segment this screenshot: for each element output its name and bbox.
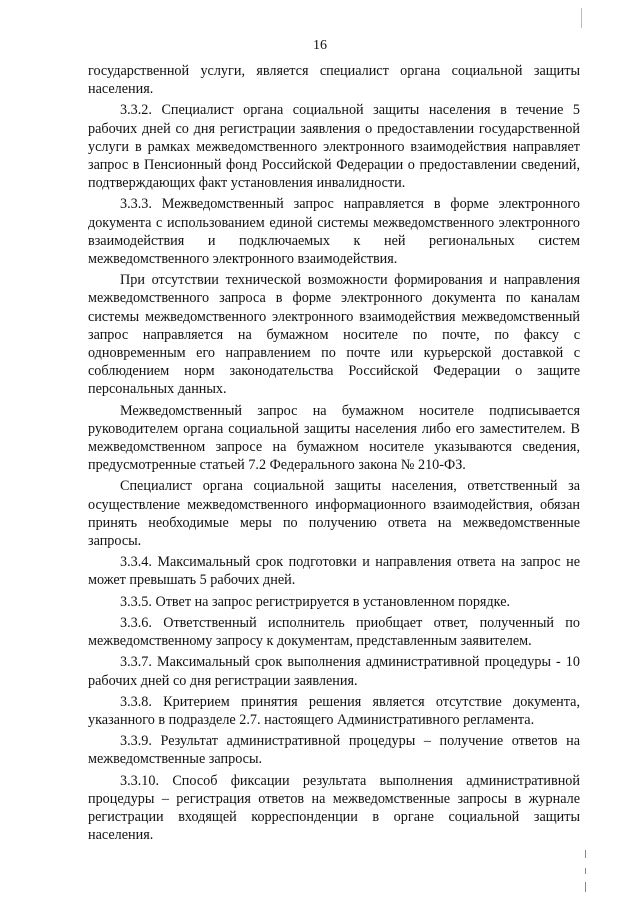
paragraph-3-3-8: 3.3.8. Критерием принятия решения является отсутствие документа, указанного в подразделе 2.7. настоящего Административного регламента.: [88, 693, 580, 728]
scan-edge-mark: [581, 8, 582, 28]
paragraph-3-3-4: 3.3.4. Максимальный срок подготовки и направления ответа на запрос не может превышать 5 рабочих дней.: [88, 554, 580, 589]
page-number: 16: [313, 38, 327, 53]
paragraph-paper-request: Межведомственный запрос на бумажном носителе подписывается руководителем органа социальной защиты населения либо его заместителем. В межведомственном запросе на бумажном носителе указываются сведения, предусмотренные статьей 7.2 Федерального закона № 210-ФЗ.: [88, 402, 580, 474]
document-body: [88, 62, 580, 847]
paragraph-3-3-6: 3.3.6. Ответственный исполнитель приобщает ответ, полученный по межведомственному запросу к документам, представленным заявителем.: [88, 614, 580, 650]
paragraph-continuation: государственной услуги, является специалист органа социальной защиты населения.: [88, 63, 580, 98]
paragraph-3-3-5: 3.3.5. Ответ на запрос регистрируется в установленном порядке.: [120, 593, 511, 610]
scan-edge-marks: [582, 846, 590, 896]
paragraph-3-3-3: 3.3.3. Межведомственный запрос направляется в форме электронного документа с использованием единой системы межведомственного электронного взаимодействия и подключаемых к ней региональных систем межведомственного электронного взаимодействия.: [88, 196, 580, 268]
paragraph-3-3-9: 3.3.9. Результат административной процедуры – получение ответов на межведомственные запросы.: [88, 733, 580, 768]
paragraph-3-3-7: 3.3.7. Максимальный срок выполнения административной процедуры - 10 рабочих дней со дня регистрации заявления.: [88, 654, 580, 689]
paragraph-responsible-specialist: Специалист органа социальной защиты населения, ответственный за осуществление межведомственного информационного взаимодействия, обязан принять необходимые меры по получению ответа на межведомственные запросы.: [88, 478, 580, 550]
paragraph-no-technical-possibility: При отсутствии технической возможности формирования и направления межведомственного запроса в форме электронного документа по каналам системы межведомственного электронного взаимодействия межведомственный запрос направляется на бумажном носителе по почте, по факсу с одновременным его направлением по почте или курьерской доставкой с соблюдением норм законодательства Российской Федерации о защите персональных данных.: [88, 272, 580, 398]
paragraph-3-3-2: 3.3.2. Специалист органа социальной защиты населения в течение 5 рабочих дней со дня регистрации заявления о предоставлении государственной услуги в рамках межведомственного электронного взаимодействия направляет запрос в Пенсионный фонд Российской Федерации о предоставлении сведений, подтверждающих факт установления инвалидности.: [88, 102, 580, 192]
paragraph-3-3-10: 3.3.10. Способ фиксации результата выполнения административной процедуры – регистрация ответов на межведомственные запросы в журнале регистрации входящей корреспонденции в органе социальной защиты населения.: [88, 772, 580, 844]
